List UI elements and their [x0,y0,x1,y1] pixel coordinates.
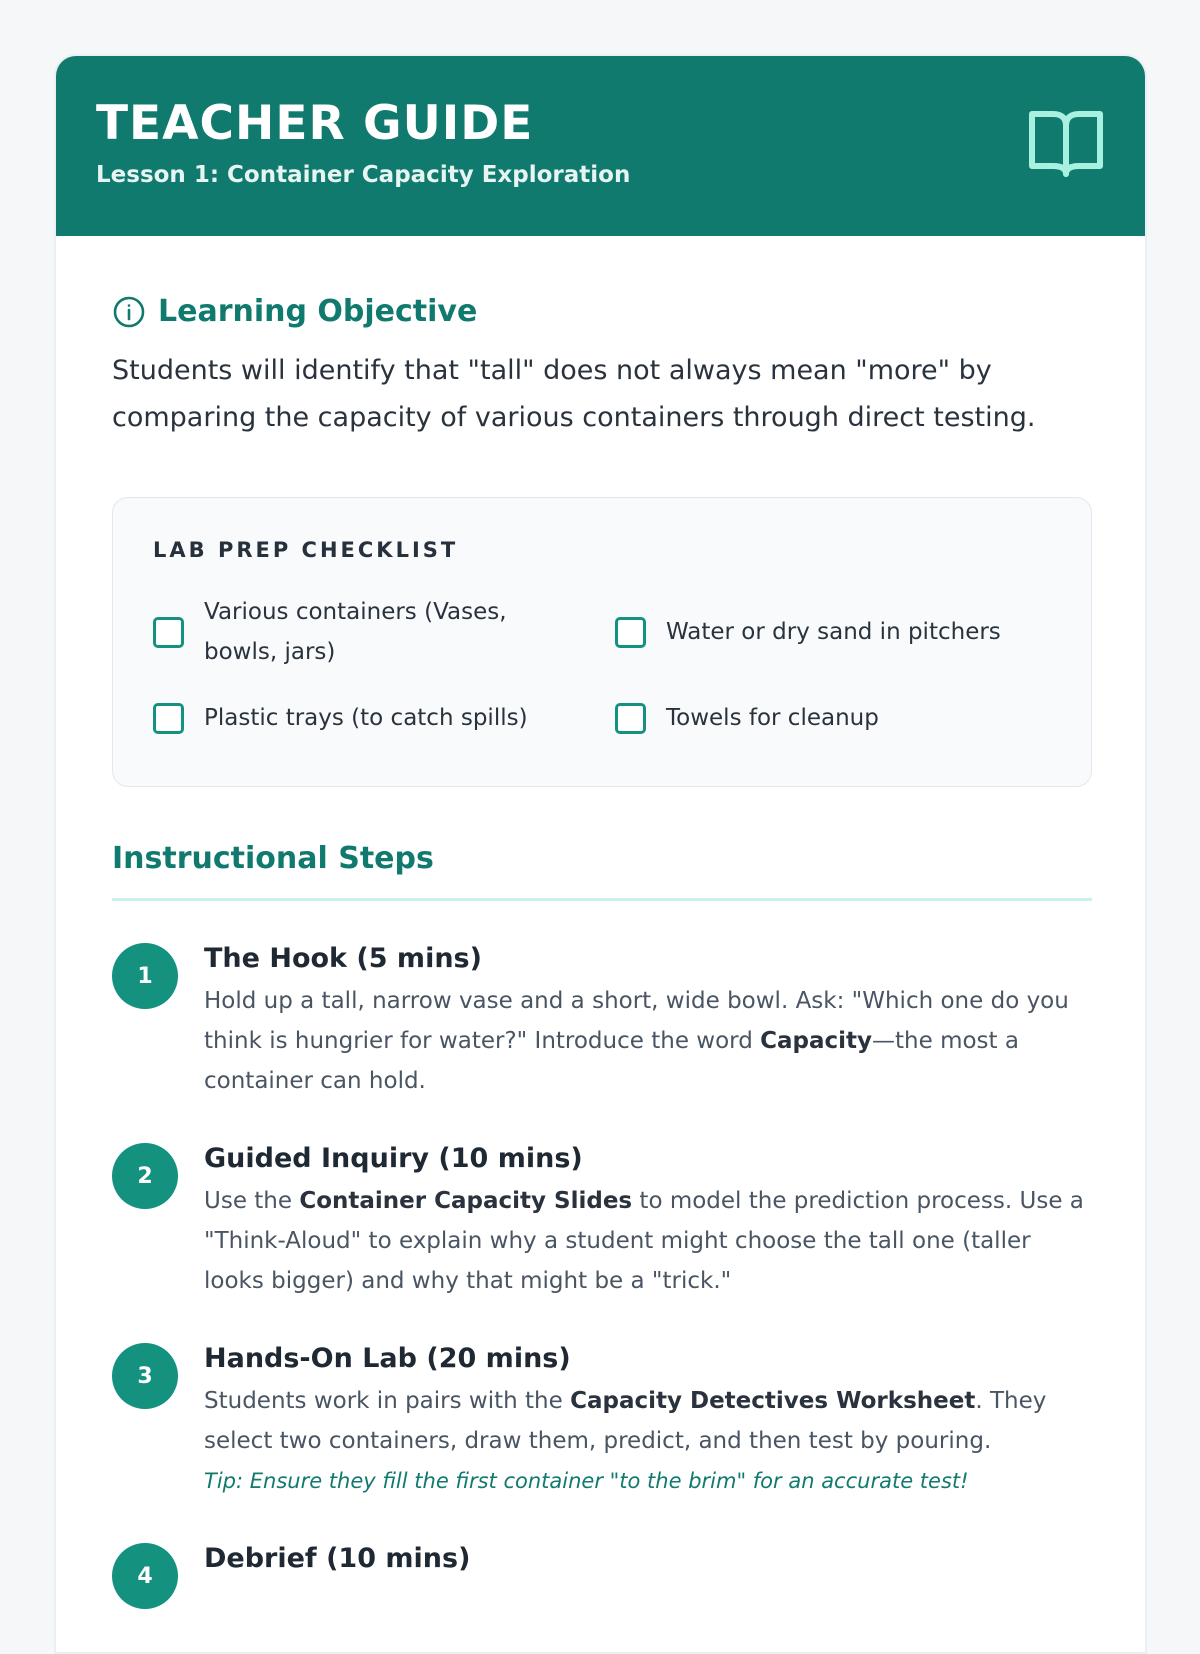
step-number-badge: 3 [112,1343,178,1409]
step-title: Hands-On Lab (20 mins) [204,1343,571,1374]
step-item [112,1541,1089,1609]
checklist-item-label: Various containers (Vases, bowls, jars) [204,599,507,665]
checkbox[interactable] [615,703,646,734]
objective-title: Learning Objective [158,294,478,329]
header-banner [56,56,1145,236]
objective-text: Students will identify that "tall" does not always mean "more" by comparing the capacity of various containers through direct testing. [112,355,1036,433]
lab-prep-checklist [112,497,1092,787]
checklist-item-label: Plastic trays (to catch spills) [204,705,528,731]
lesson-subtitle: Lesson 1: Container Capacity Exploration [96,162,631,188]
step-body [204,1141,1089,1301]
checklist-item-containers[interactable] [153,592,615,672]
info-icon [112,295,146,329]
step-body [204,941,1089,1101]
objective-heading [112,294,1089,329]
checklist-grid [153,592,1051,738]
step-tip: Tip: Ensure they fill the first container "to the brim" for an accurate test! [204,1469,969,1493]
step-item [112,941,1089,1101]
step-item [112,1341,1089,1501]
checklist-item-label: Towels for cleanup [666,705,879,731]
checklist-item-towels[interactable] [615,698,1055,738]
step-body [204,1541,1089,1609]
checklist-item-label: Water or dry sand in pitchers [666,619,1001,645]
checklist-item-water[interactable] [615,592,1055,672]
checklist-item-trays[interactable] [153,698,615,738]
step-body [204,1341,1089,1501]
content-area [56,236,1145,1609]
step-description: Use the Container Capacity Slides to model the prediction process. Use a "Think-Aloud" to explain why a student might choose the tall one (taller looks bigger) and why that might be a "trick." [204,1188,1084,1294]
page-title: TEACHER GUIDE [96,96,534,151]
checkbox[interactable] [153,703,184,734]
step-item [112,1141,1089,1301]
checkbox[interactable] [615,617,646,648]
step-number-badge: 4 [112,1543,178,1609]
step-description: Hold up a tall, narrow vase and a short, wide bowl. Ask: "Which one do you think is hungrier for water?" Introduce the word Capacity—the most a container can hold. [204,988,1069,1094]
step-description: Students work in pairs with the Capacity Detectives Worksheet. They select two containers, draw them, predict, and then test by pouring. [204,1388,1047,1454]
step-title: Debrief (10 mins) [204,1543,471,1574]
book-open-icon [1027,108,1105,180]
step-number-badge: 1 [112,943,178,1009]
teacher-guide-card [54,54,1147,1654]
checklist-title: LAB PREP CHECKLIST [153,538,459,562]
steps-section-title: Instructional Steps [112,841,1092,901]
checkbox[interactable] [153,617,184,648]
step-number-badge: 2 [112,1143,178,1209]
step-title: The Hook (5 mins) [204,943,482,974]
step-title: Guided Inquiry (10 mins) [204,1143,583,1174]
